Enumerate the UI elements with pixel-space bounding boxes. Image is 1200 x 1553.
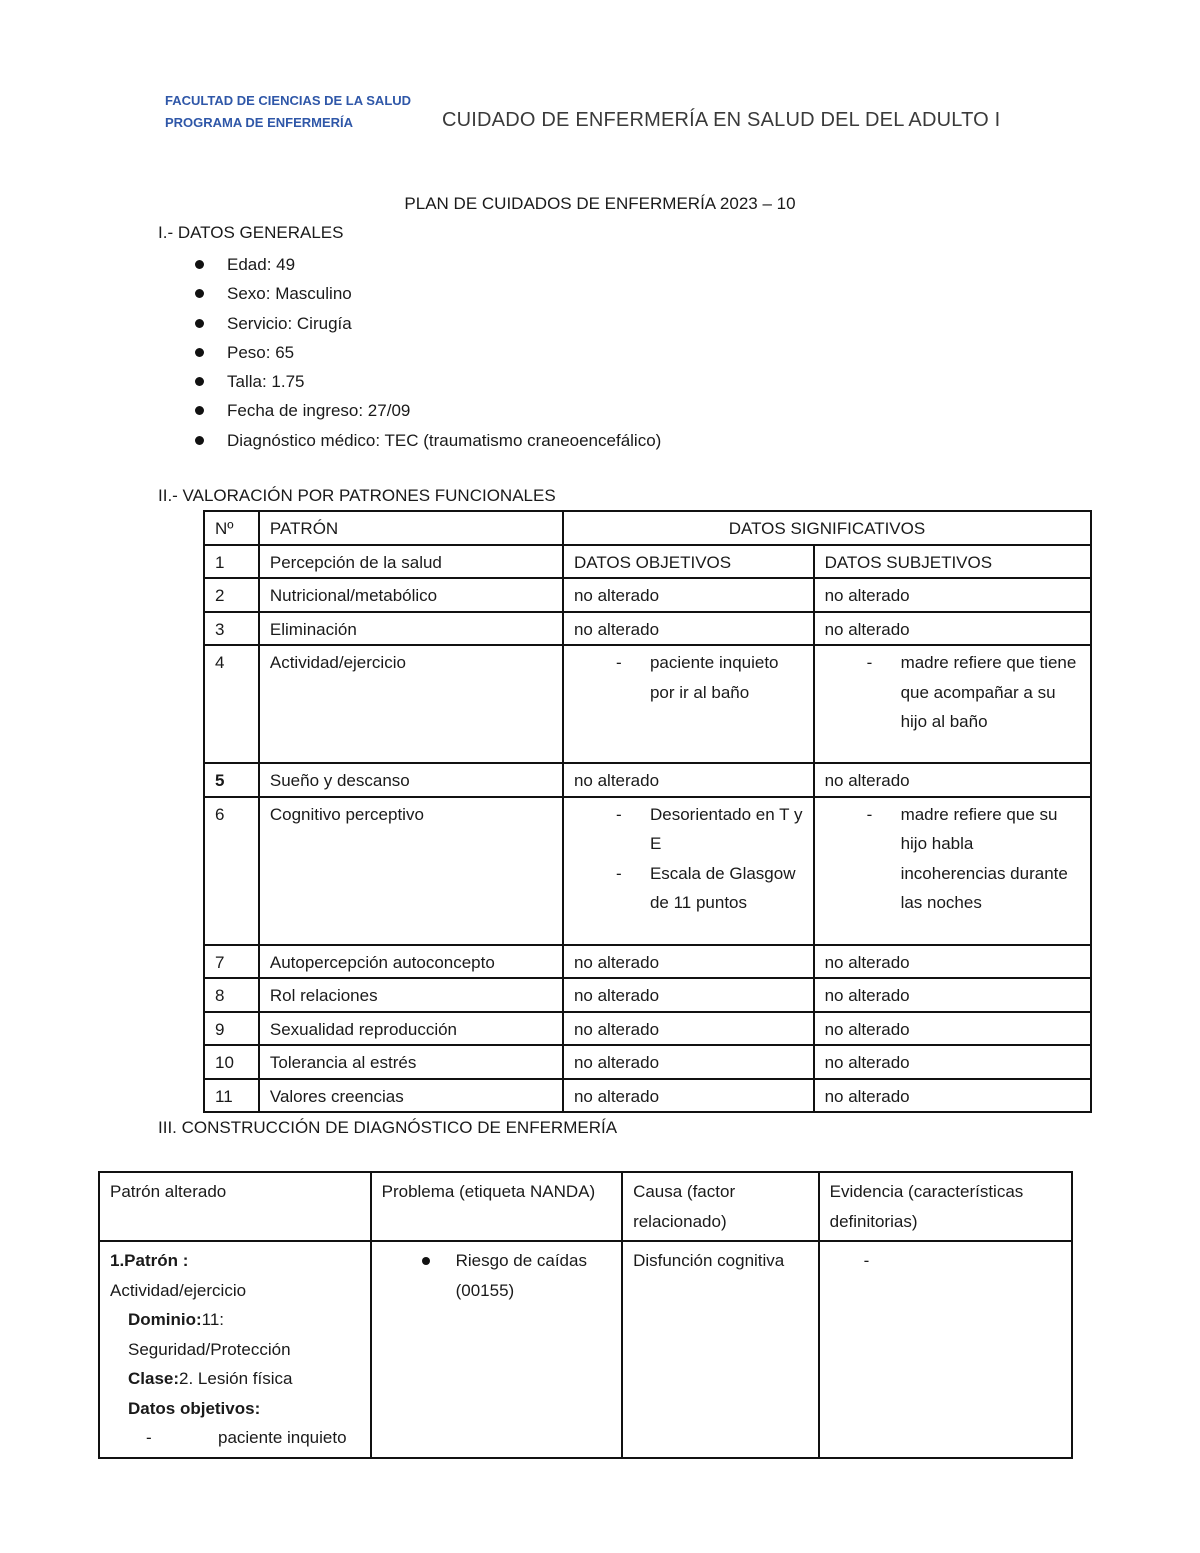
list-item: Diagnóstico médico: TEC (traumatismo craneoencefálico) (195, 426, 661, 455)
domain-value: 11: Seguridad/Protección (128, 1310, 291, 1359)
list-item: Talla: 1.75 (195, 367, 661, 396)
bullet-icon (422, 1257, 430, 1265)
class-label: Clase: (128, 1369, 180, 1388)
diagnosis-table (98, 1171, 1073, 1459)
header-evidence: Evidencia (características definitorias) (819, 1172, 1072, 1241)
bullet-icon (195, 436, 204, 445)
table-row: 8 Rol relaciones no alterado no alterado (204, 978, 1091, 1012)
list-item: - Escala de Glasgow de 11 puntos (615, 863, 796, 912)
bullet-icon (195, 348, 204, 357)
pattern-value: Actividad/ejercicio (110, 1280, 247, 1300)
list-item: Servicio: Cirugía (195, 309, 661, 338)
table-row: 2 Nutricional/metabólico no alterado no alterado (204, 578, 1091, 612)
pattern-label: 1.Patrón : (110, 1251, 189, 1270)
bullet-icon (195, 260, 204, 269)
header-subjective: DATOS SUBJETIVOS (814, 545, 1091, 579)
table-row: 10 Tolerancia al estrés no alterado no alterado (204, 1045, 1091, 1079)
bullet-icon (195, 289, 204, 298)
header-cause: Causa (factor relacionado) (622, 1172, 819, 1241)
header-num: Nº (204, 511, 259, 545)
table-row: 3 Eliminación no alterado no alterado (204, 612, 1091, 646)
table-row: 9 Sexualidad reproducción no alterado no alterado (204, 1012, 1091, 1046)
header-pattern: PATRÓN (259, 511, 563, 545)
general-data-list (195, 250, 661, 455)
section-patterns-heading: II.- VALORACIÓN POR PATRONES FUNCIONALES (158, 486, 556, 505)
list-item: Peso: 65 (195, 338, 661, 367)
list-item: - madre refiere que tiene que acompañar a su hijo al baño (866, 653, 1077, 731)
table-row: 5 Sueño y descanso no alterado no alterado (204, 763, 1091, 797)
list-item: - Desorientado en T y E (615, 804, 803, 853)
table-row: 7 Autopercepción autoconcepto no alterado no alterado (204, 945, 1091, 979)
faculty-name: FACULTAD DE CIENCIAS DE LA SALUD (165, 93, 412, 108)
list-item: Riesgo de caídas (00155) (422, 1246, 611, 1305)
table-row: 11 Valores creencias no alterado no alterado (204, 1079, 1091, 1113)
list-item: Sexo: Masculino (195, 279, 661, 308)
table-row (99, 1241, 1072, 1458)
list-item: Edad: 49 (195, 250, 661, 279)
table-row: 4 Actividad/ejercicio - paciente inquieto por ir al baño - madre refiere que tiene que acompañar a su hijo al baño (204, 645, 1091, 763)
table-header-row (204, 511, 1091, 545)
domain-label: Dominio: (128, 1310, 202, 1329)
section-general-heading: I.- DATOS GENERALES (158, 223, 344, 242)
plan-title: PLAN DE CUIDADOS DE ENFERMERÍA 2023 – 10 (404, 194, 796, 213)
list-item: - madre refiere que su hijo habla incoherencias durante las noches (866, 804, 1068, 912)
patterns-table (203, 510, 1092, 1113)
header-problem: Problema (etiqueta NANDA) (371, 1172, 622, 1241)
table-header-row (99, 1172, 1072, 1241)
table-row: 6 Cognitivo perceptivo - Desorientado en T y E - Escala de Glasgow de 11 puntos - madre refiere que su hijo habla incoherencias durante las noches (204, 797, 1091, 945)
list-item: - paciente inquieto por ir al baño (615, 653, 779, 702)
header-objective: DATOS OBJETIVOS (563, 545, 814, 579)
header-altered-pattern: Patrón alterado (99, 1172, 371, 1241)
list-item: Fecha de ingreso: 27/09 (195, 396, 661, 425)
program-name: PROGRAMA DE ENFERMERÍA (165, 115, 354, 130)
cause-cell: Disfunción cognitiva (622, 1241, 819, 1458)
table-row: 1 Percepción de la salud DATOS OBJETIVOS DATOS SUBJETIVOS (204, 545, 1091, 579)
evidence-cell: - (819, 1241, 1072, 1458)
list-item: - paciente inquieto (146, 1428, 347, 1447)
header-significant: DATOS SIGNIFICATIVOS (563, 511, 1091, 545)
bullet-icon (195, 377, 204, 386)
bullet-icon (195, 319, 204, 328)
course-title: CUIDADO DE ENFERMERÍA EN SALUD DEL DEL ADULTO I (442, 109, 1001, 131)
objective-label: Datos objetivos: (128, 1398, 261, 1418)
faculty-header (165, 90, 411, 134)
bullet-icon (195, 406, 204, 415)
class-value: 2. Lesión física (179, 1369, 293, 1388)
section-diagnosis-heading: III. CONSTRUCCIÓN DE DIAGNÓSTICO DE ENFERMERÍA (158, 1118, 618, 1137)
